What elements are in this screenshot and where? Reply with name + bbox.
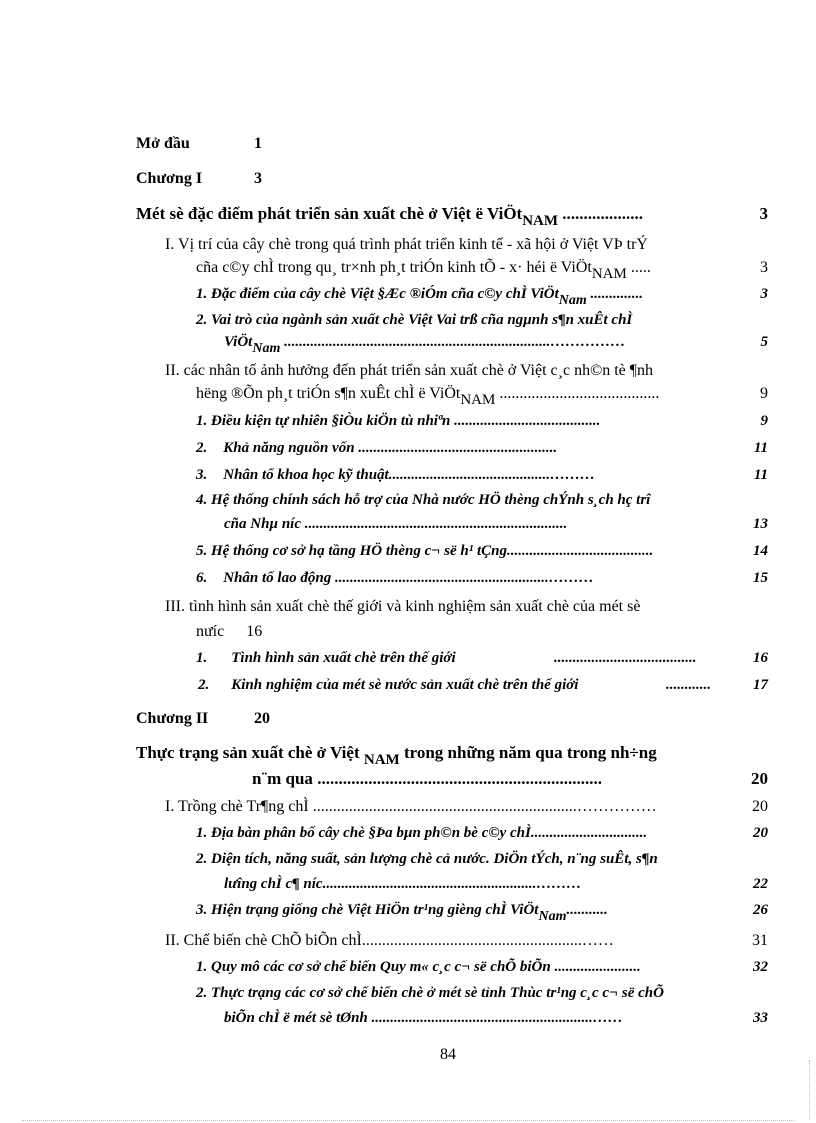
toc-dots: ..... <box>626 259 651 276</box>
toc-c2-item-1-3 <box>196 902 768 924</box>
toc-chapter-1-title-text: Mét sè đặc điểm phát triển sản xuất chè ở Việt ë ViÖt <box>136 204 523 223</box>
toc-intro-page: 1 <box>254 135 262 152</box>
toc-dots: .........................................................……… <box>322 876 582 892</box>
toc-page-number: 20 <box>752 798 768 815</box>
page-edge-divider <box>22 1120 794 1121</box>
toc-item-2-2-num: 2. <box>196 440 208 456</box>
toc-page-number: 31 <box>752 932 768 949</box>
toc-c2-item-2-1 <box>196 959 768 976</box>
toc-item-2-6-num: 6. <box>196 570 208 586</box>
toc-section-2-line2 <box>196 385 768 408</box>
toc-page-number: 16 <box>246 623 263 640</box>
toc-c2-section-2-text: II. Chế biến chè ChÕ biÕn chÌ <box>165 932 362 949</box>
toc-dots: ....................................... <box>506 543 654 559</box>
toc-page-number: 17 <box>753 677 768 693</box>
toc-item-2-1 <box>196 413 768 430</box>
toc-dots: ...........................................……… <box>388 467 595 483</box>
toc-dots: ................... <box>558 204 644 223</box>
toc-section-1-text: cña c©y chÌ trong qu¸ tr×nh ph¸t triÓn kinh tÕ - x· héi ë ViÖt <box>196 259 592 276</box>
toc-intro-label: Mở đầu <box>136 135 190 152</box>
toc-section-1-line2 <box>196 259 768 282</box>
toc-dots: ........................................ <box>495 385 660 402</box>
toc-section-1-sub: NAM <box>591 266 627 282</box>
toc-page-number: 20 <box>753 825 768 841</box>
toc-c2-item-2-1-text: 1. Quy mô các cơ sở chế biến Quy m« c¸c c¬ së chÕ biÕn <box>196 959 555 975</box>
page-number: 84 <box>440 1046 456 1063</box>
toc-chapter-2 <box>136 710 270 728</box>
toc-page-number: 3 <box>760 286 768 302</box>
toc-chapter-2-label: Chương II <box>136 710 209 727</box>
toc-item-1-1-text: 1. Đặc điểm của cây chè Việt §Æc ®iÓm cña c©y chÌ ViÖt <box>196 286 559 302</box>
toc-item-2-5-text: 5. Hệ thống cơ sở hạ tầng HÖ thèng c¬ së h¹ tÇng <box>196 543 507 559</box>
toc-item-3-2-text: Kinh nghiệm của mét sè nước sản xuất chè trên thế giới <box>231 677 579 693</box>
toc-chapter-2-title-text: Thực trạng sản xuất chè ở Việt <box>136 743 364 762</box>
toc-item-2-4-line2 <box>224 516 768 533</box>
toc-c2-item-2-2-line2 <box>224 1010 768 1027</box>
toc-c2-item-1-2-line2 <box>224 876 768 893</box>
toc-chapter-2-title-text-2: n¨m qua <box>252 769 313 788</box>
toc-page-number: 13 <box>753 516 768 532</box>
toc-c2-item-1-3-text: 3. Hiện trạng giống chè Việt HiÖn tr¹ng gièng chÌ ViÖt <box>196 902 539 918</box>
toc-item-3-2-num: 2. <box>198 677 210 693</box>
toc-section-3-line1: III. tình hình sản xuất chè thế giới và kinh nghiệm sản xuất chè của mét sè <box>165 598 641 615</box>
page-edge-divider-vertical <box>809 1060 810 1120</box>
toc-section-2-line1: II. các nhân tố ảnh hưởng đến phát triển sản xuất chè ở Việt c¸c nh©n tè ¶nh <box>165 362 654 379</box>
toc-page-number: 32 <box>753 959 768 975</box>
toc-page-number: 11 <box>753 440 768 456</box>
toc-chapter-2-title-sub: NAM <box>363 752 400 768</box>
toc-dots: ............ <box>666 677 711 693</box>
toc-dots: .........................................................……… <box>334 570 594 586</box>
toc-item-2-1-text: 1. Điều kiện tự nhiên §iÒu kiÖn tù nhiªn <box>196 413 455 429</box>
toc-item-2-2 <box>196 440 768 457</box>
toc-item-3-1 <box>196 650 768 667</box>
toc-item-3-1-num: 1. <box>196 650 208 666</box>
toc-dots: ...................................................................... <box>304 516 568 532</box>
toc-chapter-1 <box>136 170 262 188</box>
toc-chapter-2-title-text-b: trong những năm qua trong nh÷ng <box>399 743 657 762</box>
toc-item-1-1-sub: Nam <box>558 293 587 308</box>
toc-page-number: 3 <box>759 204 768 223</box>
toc-c2-section-1-text: I. Trồng chè Tr¶ng chÌ <box>165 798 309 815</box>
toc-page-number: 26 <box>753 902 768 918</box>
toc-c2-item-1-3-sub: Nam <box>538 909 567 924</box>
toc-item-2-6 <box>196 570 768 587</box>
toc-item-2-2-text: Khả năng nguồn vốn <box>223 440 359 456</box>
toc-dots: ..................................................... <box>358 440 558 456</box>
toc-item-2-6-text: Nhân tố lao động <box>223 570 335 586</box>
toc-item-2-5 <box>196 543 768 560</box>
toc-page-number: 3 <box>760 259 768 276</box>
toc-dots: ........... <box>566 902 608 918</box>
toc-page-number: 20 <box>751 769 768 788</box>
toc-dots: ...................................... <box>554 650 697 666</box>
toc-dots: ...........................................................…… <box>371 1010 623 1026</box>
toc-dots: .............. <box>586 286 644 302</box>
toc-page-number: 11 <box>753 467 768 483</box>
toc-item-2-3-num: 3. <box>196 467 208 483</box>
toc-c2-item-1-1 <box>196 825 768 842</box>
toc-page-number: 14 <box>753 543 768 559</box>
toc-page-number: 33 <box>753 1010 768 1026</box>
toc-dots: ....................... <box>554 959 641 975</box>
toc-chapter-1-title <box>136 204 768 229</box>
toc-section-1-line1: I. Vị trí của cây chè trong quá trình phát triển kinh tế - xã hội ở Việt VÞ trÝ <box>165 236 648 253</box>
toc-dots: ............................... <box>530 825 648 841</box>
toc-c2-item-1-1-text: 1. Địa bàn phân bố cây chè §Þa bµn ph©n bè c©y chÌ <box>196 825 531 841</box>
toc-dots: ....................................... <box>454 413 601 429</box>
toc-chapter-2-page: 20 <box>254 710 270 727</box>
toc-c2-item-2-2-text: biÕn chÌ ë mét sè tØnh <box>224 1010 372 1026</box>
toc-page-number: 15 <box>753 570 768 586</box>
toc-page-number: 22 <box>753 876 768 892</box>
toc-item-1-1 <box>196 286 768 308</box>
toc-item-1-2-line2 <box>224 334 768 356</box>
toc-chapter-1-title-sub: NAM <box>522 213 559 229</box>
toc-chapter-2-title-line1 <box>136 743 657 768</box>
toc-c2-item-2-2-line1: 2. Thực trạng các cơ sở chế biến chè ở mét sè tỉnh Thùc tr¹ng c¸c c¬ së chÕ <box>196 985 664 1001</box>
toc-item-2-3-text: Nhân tố khoa học kỹ thuật <box>223 467 389 483</box>
toc-item-1-2-text: ViÖt <box>224 334 253 350</box>
toc-page-number: 9 <box>760 385 768 402</box>
toc-dots: .......................................................................…………… <box>280 334 626 350</box>
toc-chapter-1-page: 3 <box>254 170 262 187</box>
toc-section-3-text: nưíc <box>196 623 225 640</box>
toc-section-2-text: hëng ®Õn ph¸t triÓn s¶n xuÊt chÌ ë ViÖt <box>196 385 461 402</box>
toc-page-number: 9 <box>760 413 768 429</box>
toc-dots: .......................................................…… <box>361 932 614 949</box>
toc-c2-item-1-2-line1: 2. Diện tích, năng suất, sản lượng chè cả nước. DiÖn tÝch, n¨ng suÊt, s¶n <box>196 851 658 867</box>
toc-item-1-2-sub: Nam <box>252 341 281 356</box>
toc-item-2-3 <box>196 467 768 484</box>
toc-dots: ................................................................... <box>312 769 602 788</box>
toc-item-3-2 <box>198 677 768 694</box>
toc-item-2-4-text: cña Nhµ níc <box>224 516 305 532</box>
toc-section-2-sub: NAM <box>460 392 496 408</box>
toc-section-3-line2 <box>196 623 262 641</box>
toc-chapter-1-label: Chương I <box>136 170 203 187</box>
toc-page-number: 5 <box>760 334 768 350</box>
toc-c2-item-1-2-text: lưîng chÌ c¶ níc <box>224 876 323 892</box>
toc-c2-section-2 <box>165 932 768 950</box>
toc-item-2-4-line1: 4. Hệ thống chính sách hỗ trợ của Nhà nước HÖ thèng chÝnh s¸ch hç trî <box>196 492 651 508</box>
toc-item-1-2-line1: 2. Vai trò của ngành sản xuất chè Việt Vai trß cña ngµnh s¶n xuÊt chÌ <box>196 312 633 328</box>
toc-chapter-2-title-line2 <box>252 769 768 789</box>
toc-c2-section-1 <box>165 798 768 816</box>
toc-dots: ..................................................................…………… <box>308 798 657 815</box>
toc-item-3-1-text: Tình hình sản xuất chè trên thế giới <box>231 650 456 666</box>
toc-intro <box>136 135 262 153</box>
toc-page-number: 16 <box>753 650 768 666</box>
